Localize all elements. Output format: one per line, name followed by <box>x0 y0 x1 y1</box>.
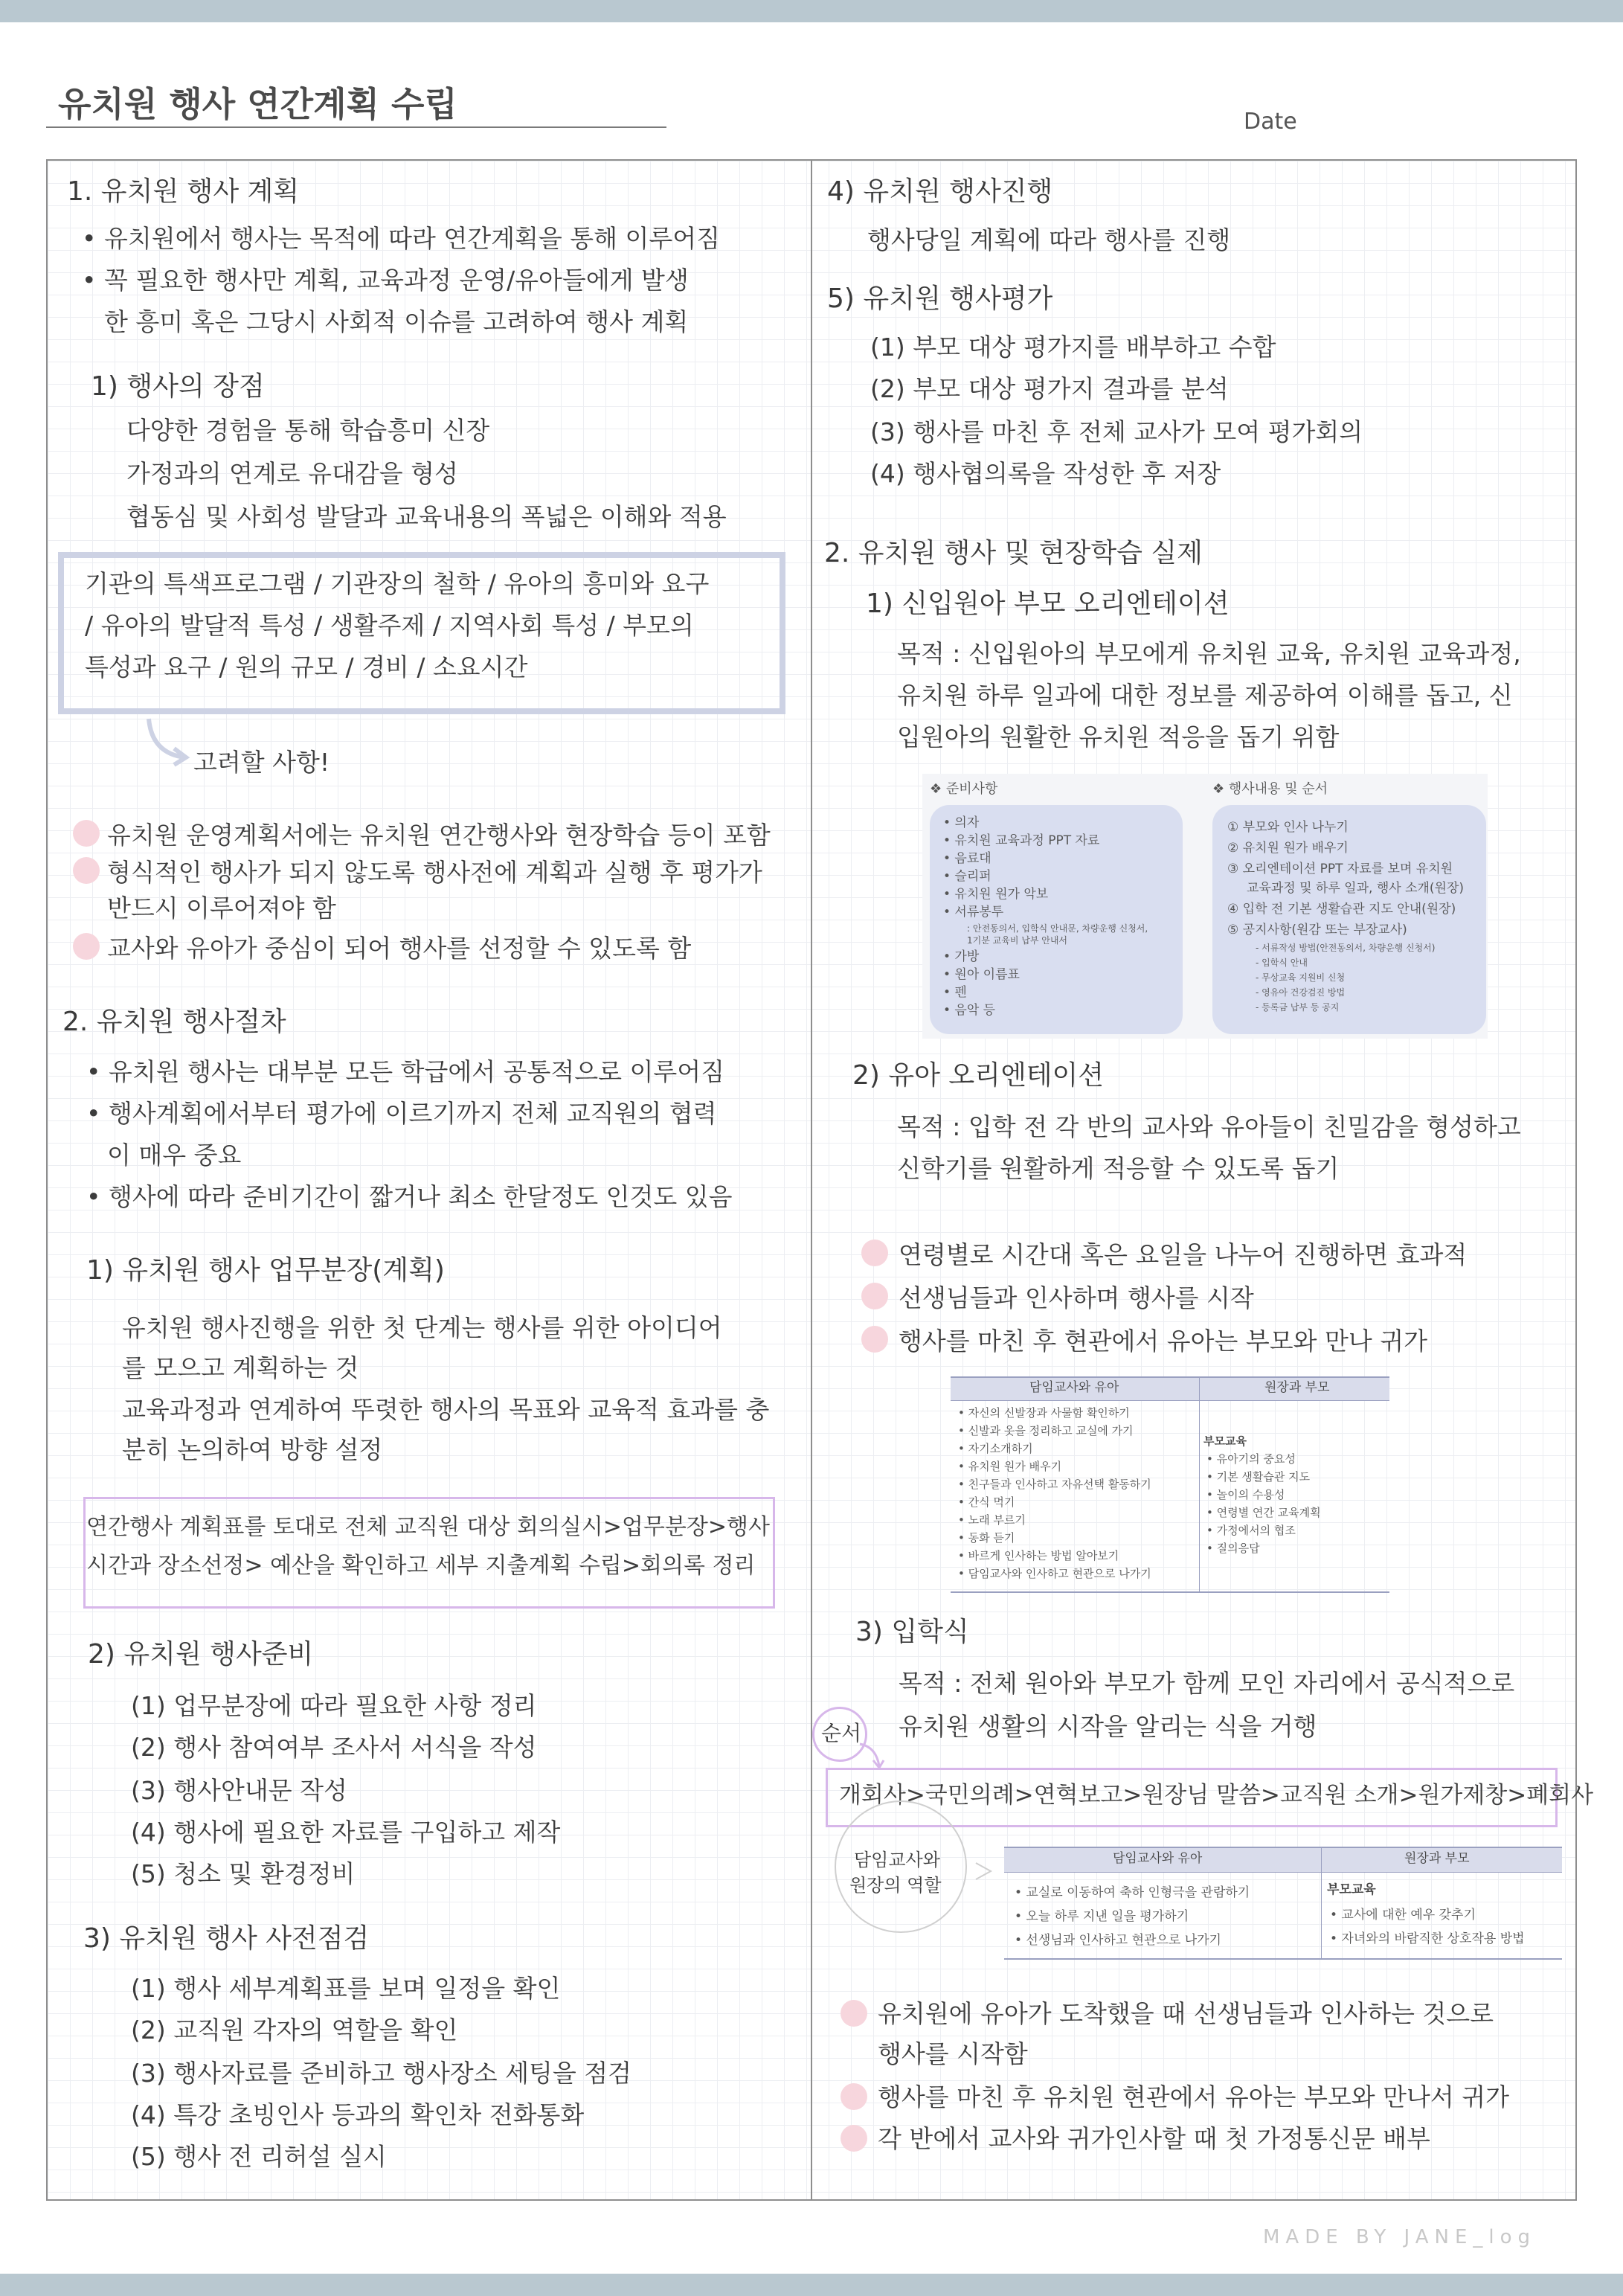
note-line: 교사와 유아가 중심이 되어 행사를 선정할 수 있도록 함 <box>107 934 692 963</box>
goal-line: 목적 : 신입원아의 부모에게 유치원 교육, 유치원 교육과정, <box>897 639 1521 668</box>
plan-line: 교육과정과 연계하여 뚜렷한 행사의 목표와 교육적 효과를 충 <box>122 1395 770 1424</box>
bullet: 이 매우 중요 <box>107 1141 242 1170</box>
prep-item: • 유치원 원가 악보 <box>943 887 1049 902</box>
table-header-cell: 원장과 부모 <box>1264 1380 1330 1395</box>
prep-item: • 유치원 교육과정 PPT 자료 <box>943 833 1100 848</box>
note-dot <box>841 2083 867 2110</box>
prep-item: (4) 행사에 필요한 자료를 구입하고 제작 <box>131 1818 561 1847</box>
order-subnote: - 무상교육 지원비 신청 <box>1256 972 1346 983</box>
table-cell: • 교사에 대한 예우 갖추기 <box>1330 1908 1476 1923</box>
prep-item: • 펜 <box>943 985 967 1000</box>
eval-item: (2) 부모 대상 평가지 결과를 분석 <box>870 374 1229 403</box>
table-cell: • 자신의 신발장과 사물함 확인하기 <box>958 1406 1130 1420</box>
text-line: 행사당일 계획에 따라 행사를 진행 <box>867 225 1231 254</box>
subsection-heading: 2) 유아 오리엔테이션 <box>852 1060 1105 1091</box>
table-cell: • 선생님과 인사하고 현관으로 나가기 <box>1015 1933 1221 1948</box>
goal-line: 입원아의 원활한 유치원 적응을 돕기 위함 <box>897 722 1340 751</box>
table-cell: • 기본 생활습관 지도 <box>1206 1470 1311 1484</box>
note-dot <box>73 857 100 884</box>
top-band <box>0 0 1623 22</box>
prep-item: • 가방 <box>943 949 980 964</box>
note-line: 연령별로 시간대 혹은 요일을 나누어 진행하면 효과적 <box>899 1240 1468 1269</box>
check-item: (5) 행사 전 리허설 실시 <box>131 2142 387 2171</box>
plan-line: 유치원 행사진행을 위한 첫 단계는 행사를 위한 아이디어 <box>122 1313 722 1342</box>
consider-line: 특성과 요구 / 원의 규모 / 경비 / 소요시간 <box>85 652 528 682</box>
consider-line: 기관의 특색프로그램 / 기관장의 철학 / 유아의 흥미와 요구 <box>85 569 710 598</box>
table-column-divider <box>1199 1376 1200 1592</box>
order-item: 교육과정 및 하루 일과, 행사 소개(원장) <box>1247 881 1465 896</box>
procedure-line: 연간행사 계획표를 토대로 전체 교직원 대상 회의실시>업무분장>행사 <box>86 1514 770 1540</box>
goal-line: 신학기를 원활하게 적응할 수 있도록 돕기 <box>897 1154 1340 1183</box>
subsection-heading: 5) 유치원 행사평가 <box>827 283 1053 314</box>
table-cell: • 오늘 하루 지낸 일을 평가하기 <box>1015 1909 1189 1924</box>
order-label: 순서 <box>821 1721 862 1745</box>
merit-line: 가정과의 연계로 유대감을 형성 <box>126 459 458 488</box>
table-cell: • 동화 듣기 <box>958 1531 1015 1545</box>
subsection-heading: 3) 입학식 <box>855 1617 969 1647</box>
section-heading: 2. 유치원 행사절차 <box>62 1007 286 1037</box>
note-dot <box>861 1240 888 1266</box>
note-dot <box>73 820 100 847</box>
table-header-cell: 담임교사와 유아 <box>1113 1851 1203 1866</box>
prep-title: ❖ 준비사항 <box>930 781 998 797</box>
table-header-row <box>1004 1847 1562 1873</box>
bullet: 한 흥미 혹은 그당시 사회적 이슈를 고려하여 행사 계획 <box>104 307 689 336</box>
column-divider <box>811 159 812 2201</box>
table-cell: • 유치원 원가 배우기 <box>958 1460 1062 1473</box>
title-underline <box>46 126 666 128</box>
table-bottom-rule <box>951 1591 1389 1593</box>
table-cell: • 자녀와의 바람직한 상호작용 방법 <box>1330 1931 1525 1946</box>
note-dot <box>861 1283 888 1309</box>
eval-item: (4) 행사협의록을 작성한 후 저장 <box>870 459 1221 488</box>
note-line: 형식적인 행사가 되지 않도록 행사전에 계획과 실행 후 평가가 <box>107 858 762 887</box>
prep-item: • 슬리퍼 <box>943 869 992 884</box>
note-dot <box>73 933 100 960</box>
table-cell: • 바르게 인사하는 방법 알아보기 <box>958 1549 1119 1562</box>
check-item: (4) 특강 초빙인사 등과의 확인차 전화통화 <box>131 2100 585 2129</box>
note-line: 행사를 시작함 <box>878 2039 1028 2068</box>
table-cell: • 가정에서의 협조 <box>1206 1524 1296 1537</box>
note-line: 선생님들과 인사하며 행사를 시작 <box>899 1283 1254 1312</box>
table-cell: • 친구들과 인사하고 자유선택 활동하기 <box>958 1478 1151 1491</box>
order-item: ① 부모와 인사 나누기 <box>1227 820 1349 835</box>
prep-item: • 음악 등 <box>943 1003 996 1018</box>
arrow-icon <box>857 1741 887 1771</box>
bullet: • 꼭 필요한 행사만 계획, 교육과정 운영/유아들에게 발생 <box>82 266 689 295</box>
subsection-heading: 4) 유치원 행사진행 <box>827 176 1053 207</box>
table-cell: • 노래 부르기 <box>958 1513 1026 1527</box>
order-item: ④ 입학 전 기본 생활습관 지도 안내(원장) <box>1227 902 1456 917</box>
credit-watermark: MADE BY JANE_log <box>1263 2226 1537 2248</box>
prep-item: (5) 청소 및 환경정비 <box>131 1859 356 1888</box>
table-cell: • 담임교사와 인사하고 현관으로 나가기 <box>958 1567 1151 1580</box>
prep-item: • 서류봉투 <box>943 905 1004 920</box>
subsection-heading: 2) 유치원 행사준비 <box>88 1639 314 1670</box>
check-item: (1) 행사 세부계획표를 보며 일정을 확인 <box>131 1974 561 2003</box>
table-header-cell: 원장과 부모 <box>1404 1851 1470 1866</box>
order-subnote: - 서류작성 방법(안전동의서, 차량운행 신청서) <box>1256 943 1436 953</box>
consider-line: / 유아의 발달적 특성 / 생활주제 / 지역사회 특성 / 부모의 <box>85 611 694 640</box>
prep-item: • 원아 이름표 <box>943 967 1020 982</box>
plan-line: 분히 논의하여 방향 설정 <box>122 1435 383 1464</box>
section-heading: 2. 유치원 행사 및 현장학습 실제 <box>824 538 1203 568</box>
prep-item: (2) 행사 참여여부 조사서 서식을 작성 <box>131 1733 537 1762</box>
order-item: ③ 오리엔테이션 PPT 자료를 보며 유치원 <box>1227 862 1453 876</box>
curved-arrow-icon <box>141 716 193 768</box>
prep-item: (3) 행사안내문 작성 <box>131 1776 347 1805</box>
merit-line: 협동심 및 사회성 발달과 교육내용의 폭넓은 이해와 적용 <box>126 502 727 531</box>
table-cell: • 자기소개하기 <box>958 1442 1033 1455</box>
note-line: 각 반에서 교사와 귀가인사할 때 첫 가정통신문 배부 <box>878 2124 1430 2153</box>
order-subnote: - 등록금 납부 등 공지 <box>1256 1002 1340 1013</box>
note-line: 행사를 마친 후 유치원 현관에서 유아는 부모와 만나서 귀가 <box>878 2082 1509 2111</box>
table-cell: • 간식 먹기 <box>958 1495 1015 1509</box>
prep-subnote: : 안전동의서, 입학식 안내문, 차량운행 신청서, <box>967 923 1148 934</box>
subsection-heading: 3) 유치원 행사 사전점검 <box>83 1923 370 1954</box>
plan-line: 를 모으고 계획하는 것 <box>122 1353 359 1382</box>
section-heading: 1. 유치원 행사 계획 <box>67 176 300 207</box>
note-line: 유치원에 유아가 도착했을 때 선생님들과 인사하는 것으로 <box>878 1999 1494 2028</box>
eval-item: (1) 부모 대상 평가지를 배부하고 수합 <box>870 333 1276 362</box>
table-header-cell: 담임교사와 유아 <box>1029 1380 1119 1395</box>
role-label: 담임교사와 <box>854 1850 940 1870</box>
table-cell: • 놀이의 수용성 <box>1206 1488 1285 1501</box>
merit-line: 다양한 경험을 통해 학습흥미 신장 <box>126 416 490 445</box>
check-item: (2) 교직원 각자의 역할을 확인 <box>131 2016 458 2045</box>
chevron-right-icon <box>971 1860 1001 1882</box>
consider-label: 고려할 사항! <box>193 748 330 777</box>
bottom-band <box>0 2274 1623 2296</box>
table-cell: • 교실로 이동하여 축하 인형극을 관람하기 <box>1015 1885 1250 1900</box>
subsection-heading: 1) 행사의 장점 <box>91 371 265 402</box>
date-label: Date <box>1244 109 1297 135</box>
order-panel <box>1212 805 1486 1034</box>
table-bottom-rule <box>1004 1958 1562 1960</box>
subsection-heading: 1) 유치원 행사 업무분장(계획) <box>86 1255 445 1286</box>
table-cell: • 신발과 옷을 정리하고 교실에 가기 <box>958 1424 1134 1437</box>
note-line: 반드시 이루어져야 함 <box>107 894 336 923</box>
note-line: 행사를 마친 후 현관에서 유아는 부모와 만나 귀가 <box>899 1327 1427 1356</box>
note-dot <box>841 2125 867 2152</box>
prep-item: • 음료대 <box>943 851 992 866</box>
goal-line: 유치원 생활의 시작을 알리는 식을 거행 <box>899 1712 1317 1741</box>
order-item: ⑤ 공지사항(원감 또는 부장교사) <box>1227 923 1407 937</box>
table-cell-title: 부모교육 <box>1203 1434 1247 1448</box>
bullet: • 유치원에서 행사는 목적에 따라 연간계획을 통해 이루어짐 <box>82 224 720 253</box>
table-cell: • 질의응답 <box>1206 1542 1260 1555</box>
page-title: 유치원 행사 연간계획 수립 <box>58 84 457 124</box>
check-item: (3) 행사자료를 준비하고 행사장소 세팅을 점검 <box>131 2059 631 2088</box>
goal-line: 목적 : 전체 원아와 부모가 함께 모인 자리에서 공식적으로 <box>899 1669 1515 1698</box>
role-label: 원장의 역할 <box>849 1875 942 1896</box>
subsection-heading: 1) 신입원아 부모 오리엔테이션 <box>866 589 1230 619</box>
ceremony-order: 개회사>국민의례>연혁보고>원장님 말씀>교직원 소개>원가제창>폐회사 <box>839 1782 1594 1809</box>
bullet: • 행사계획에서부터 평가에 이르기까지 전체 교직원의 협력 <box>86 1099 717 1128</box>
note-dot <box>861 1326 888 1353</box>
table-cell: • 연령별 연간 교육계획 <box>1206 1506 1321 1519</box>
order-title: ❖ 행사내용 및 순서 <box>1212 781 1328 797</box>
prep-item: • 의자 <box>943 815 980 830</box>
procedure-line: 시간과 장소선정> 예산을 확인하고 세부 지출계획 수립>회의록 정리 <box>86 1553 756 1579</box>
goal-line: 목적 : 입학 전 각 반의 교사와 유아들이 친밀감을 형성하고 <box>897 1112 1521 1141</box>
table-column-divider <box>1321 1847 1322 1958</box>
eval-item: (3) 행사를 마친 후 전체 교사가 모여 평가회의 <box>870 417 1363 446</box>
note-dot <box>841 2000 867 2027</box>
prep-item: (1) 업무분장에 따라 필요한 사항 정리 <box>131 1691 537 1720</box>
bullet: • 유치원 행사는 대부분 모든 학급에서 공통적으로 이루어짐 <box>86 1057 724 1086</box>
goal-line: 유치원 하루 일과에 대한 정보를 제공하여 이해를 돕고, 신 <box>897 681 1513 710</box>
prep-subnote: 1기분 교육비 납부 안내서 <box>967 935 1067 946</box>
table-cell-title: 부모교육 <box>1327 1882 1376 1897</box>
note-line: 유치원 운영계획서에는 유치원 연간행사와 현장학습 등이 포함 <box>107 821 771 850</box>
order-subnote: - 영유아 건강검진 방법 <box>1256 987 1346 998</box>
table-cell: • 유아기의 중요성 <box>1206 1452 1296 1466</box>
order-subnote: - 입학식 안내 <box>1256 958 1308 968</box>
bullet: • 행사에 따라 준비기간이 짧거나 최소 한달정도 인것도 있음 <box>86 1182 733 1211</box>
order-item: ② 유치원 원가 배우기 <box>1227 841 1349 856</box>
